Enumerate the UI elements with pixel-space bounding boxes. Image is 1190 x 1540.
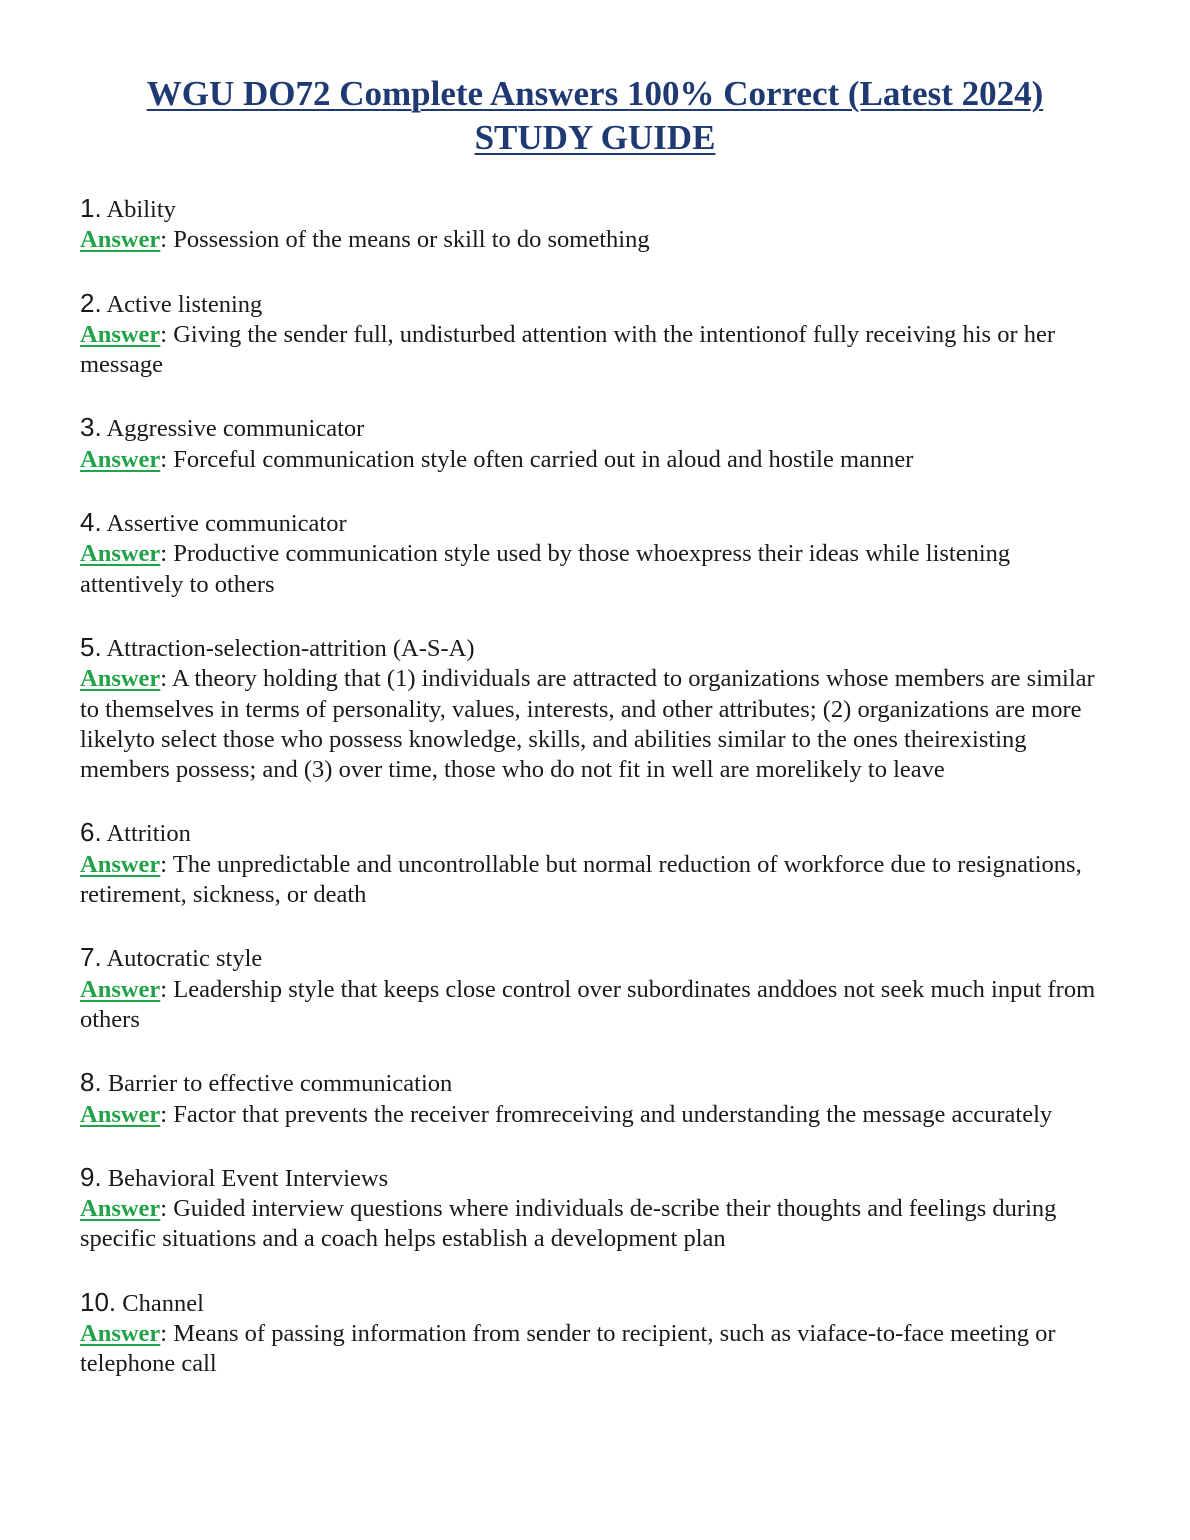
item-answer: : Guided interview questions where individuals de-scribe their thoughts and feelings during specific situations and a coach helps establish a development plan — [80, 1195, 1057, 1253]
list-item — [80, 1287, 1110, 1380]
item-answer: : The unpredictable and uncontrollable but normal reduction of workforce due to resignations, retirement, sickness, or death — [80, 850, 1082, 909]
item-number: 2. — [80, 287, 102, 318]
list-item — [80, 288, 1110, 381]
item-answer: : Possession of the means or skill to do something — [160, 226, 650, 254]
item-answer: : Leadership style that keeps close control over subordinates anddoes not seek much input from others — [80, 975, 1096, 1033]
item-number: 8. — [80, 1067, 102, 1098]
answer-label: Answer — [80, 665, 161, 693]
item-number: 9. — [80, 1161, 102, 1192]
list-item — [80, 632, 1110, 785]
item-term: Attraction-selection-attrition (A-S-A) — [106, 634, 475, 662]
list-item — [80, 942, 1110, 1035]
item-term: Aggressive communicator — [106, 415, 365, 443]
item-term: Active listening — [106, 290, 263, 318]
title-line-2: STUDY GUIDE — [474, 118, 716, 157]
item-number: 3. — [80, 412, 102, 443]
list-item — [80, 193, 1110, 256]
list-item — [80, 507, 1110, 600]
answer-label: Answer — [80, 226, 161, 254]
item-number: 5. — [80, 631, 102, 662]
item-answer: : Means of passing information from sender to recipient, such as viaface-to-face meeting or telephone call — [80, 1320, 1056, 1378]
answer-label: Answer — [80, 445, 161, 473]
item-term: Barrier to effective communication — [107, 1070, 453, 1098]
answer-label: Answer — [80, 975, 161, 1003]
answer-label: Answer — [80, 850, 161, 878]
glossary-list — [80, 193, 1110, 1412]
item-term: Autocratic style — [106, 945, 263, 973]
answer-label: Answer — [80, 540, 161, 568]
item-number: 1. — [80, 193, 102, 223]
item-term: Assertive communicator — [106, 510, 347, 538]
item-answer: : A theory holding that (1) individuals are attracted to organizations whose members are similar to themselves in terms of personality, values, interests, and other attributes; (2) organizations are more likelyto select those who possess knowledge, skills, and abilities similar to the ones theirexisting members possess; and (3) over time, those who do not fit in well are morelikely to leave — [80, 665, 1095, 784]
answer-label: Answer — [80, 1320, 161, 1348]
list-item — [80, 1067, 1110, 1130]
item-term: Ability — [106, 196, 176, 223]
list-item — [80, 817, 1110, 910]
item-number: 10. — [80, 1286, 117, 1317]
item-term: Channel — [122, 1289, 204, 1317]
page-title — [60, 72, 1130, 160]
list-item — [80, 412, 1110, 475]
answer-label: Answer — [80, 1195, 161, 1223]
item-term: Behavioral Event Interviews — [107, 1164, 389, 1192]
item-answer: : Productive communication style used by those whoexpress their ideas while listening attentively to others — [80, 540, 1011, 598]
item-answer: : Factor that prevents the receiver fromreceiving and understanding the message accurately — [160, 1100, 1053, 1128]
answer-label: Answer — [80, 1100, 161, 1128]
item-answer: : Giving the sender full, undisturbed attention with the intentionof fully receiving his or her message — [80, 320, 1056, 379]
item-answer: : Forceful communication style often carried out in aloud and hostile manner — [160, 445, 914, 473]
item-number: 4. — [80, 507, 102, 538]
item-term: Attrition — [106, 820, 191, 848]
item-number: 7. — [80, 942, 102, 973]
answer-label: Answer — [80, 320, 161, 348]
list-item — [80, 1162, 1110, 1255]
item-number: 6. — [80, 817, 102, 848]
title-line-1: WGU DO72 Complete Answers 100% Correct (Latest 2024) — [146, 74, 1044, 113]
